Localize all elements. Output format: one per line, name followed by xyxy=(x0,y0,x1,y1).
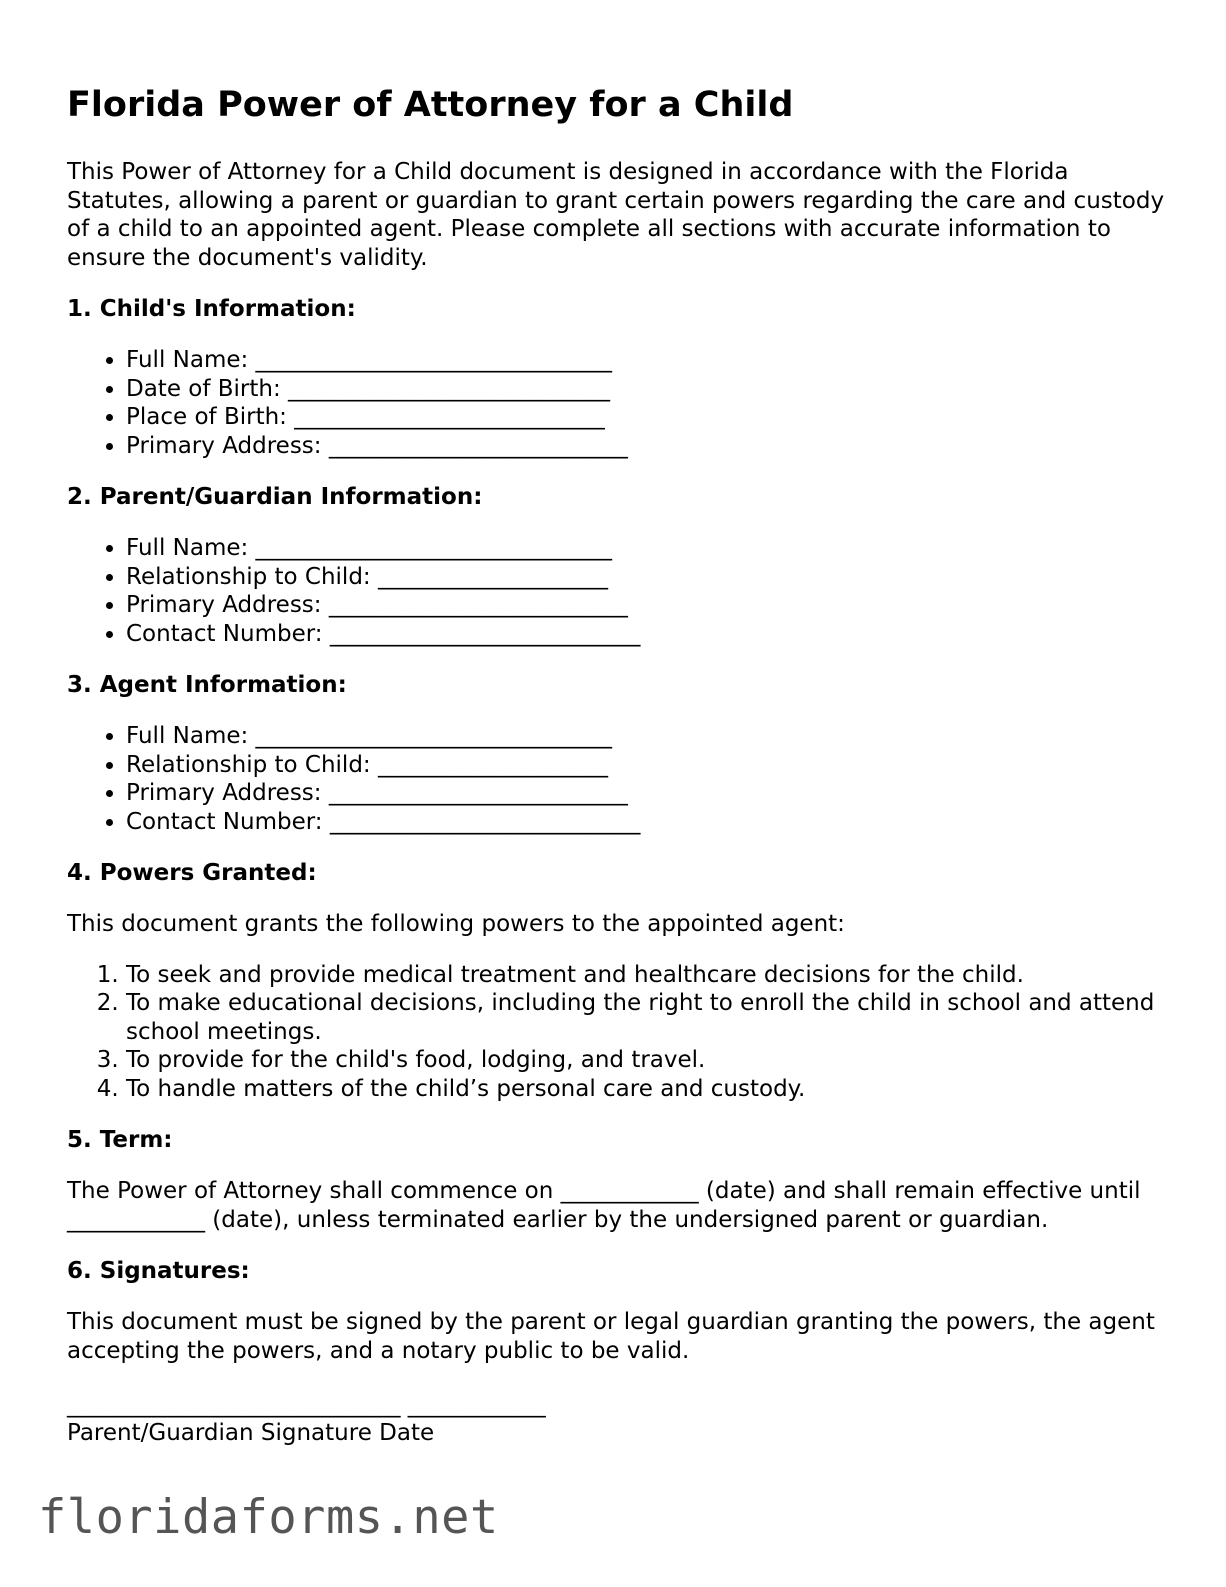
agent-info-list xyxy=(67,722,1167,836)
term-text[interactable]: The Power of Attorney shall commence on ____________ (date) and shall remain effective until ____________ (date), unless terminated earlier by the undersigned parent or guardian. xyxy=(67,1178,1141,1233)
agent-relationship-field[interactable]: • Relationship to Child: ____________________ xyxy=(126,751,1167,780)
page-title: Florida Power of Attorney for a Child xyxy=(67,85,794,125)
child-full-name-field[interactable]: • Full Name: _______________________________ xyxy=(126,346,1167,375)
parent-relationship-field[interactable]: • Relationship to Child: ____________________ xyxy=(126,563,1167,592)
parent-info-heading: 2. Parent/Guardian Information: xyxy=(67,484,483,510)
parent-info-list xyxy=(67,534,1167,648)
intro-paragraph: This Power of Attorney for a Child document is designed in accordance with the Florida Statutes, allowing a parent or guardian to grant certain powers regarding the care and custody of a child to an appointed agent. Please complete all sections with accurate information to ensure the document's validity. xyxy=(67,159,1165,271)
powers-heading: 4. Powers Granted: xyxy=(67,860,317,886)
parent-contact-number-field[interactable]: • Contact Number: ___________________________ xyxy=(126,620,1167,649)
power-item-personal-care: 4. To handle matters of the child’s personal care and custody. xyxy=(126,1075,1167,1104)
watermark-logo: floridaforms.net xyxy=(38,1490,499,1545)
agent-full-name-field[interactable]: • Full Name: _______________________________ xyxy=(126,722,1167,751)
document-page xyxy=(67,80,1167,1447)
signatures-text: This document must be signed by the parent or legal guardian granting the powers, the agent accepting the powers, and a notary public to be valid. xyxy=(67,1309,1155,1364)
signature-line[interactable]: _____________________________ ____________ xyxy=(67,1392,546,1418)
agent-info-heading: 3. Agent Information: xyxy=(67,672,347,698)
powers-intro: This document grants the following powers to the appointed agent: xyxy=(67,911,845,937)
term-heading: 5. Term: xyxy=(67,1127,173,1153)
signatures-heading: 6. Signatures: xyxy=(67,1258,250,1284)
agent-contact-number-field[interactable]: • Contact Number: ___________________________ xyxy=(126,808,1167,837)
child-info-heading: 1. Child's Information: xyxy=(67,296,356,322)
child-date-of-birth-field[interactable]: • Date of Birth: ____________________________ xyxy=(126,375,1167,404)
power-item-food-lodging: 3. To provide for the child's food, lodging, and travel. xyxy=(126,1046,1167,1075)
child-info-list xyxy=(67,346,1167,460)
signature-caption: Parent/Guardian Signature Date xyxy=(67,1420,435,1446)
power-item-medical: 1. To seek and provide medical treatment and healthcare decisions for the child. xyxy=(126,961,1167,990)
parent-full-name-field[interactable]: • Full Name: _______________________________ xyxy=(126,534,1167,563)
powers-list xyxy=(67,961,1167,1104)
agent-primary-address-field[interactable]: • Primary Address: __________________________ xyxy=(126,779,1167,808)
power-item-education: 2. To make educational decisions, including the right to enroll the child in school and attend school meetings. xyxy=(126,989,1167,1046)
child-place-of-birth-field[interactable]: • Place of Birth: ___________________________ xyxy=(126,403,1167,432)
child-primary-address-field[interactable]: • Primary Address: __________________________ xyxy=(126,432,1167,461)
parent-primary-address-field[interactable]: • Primary Address: __________________________ xyxy=(126,591,1167,620)
